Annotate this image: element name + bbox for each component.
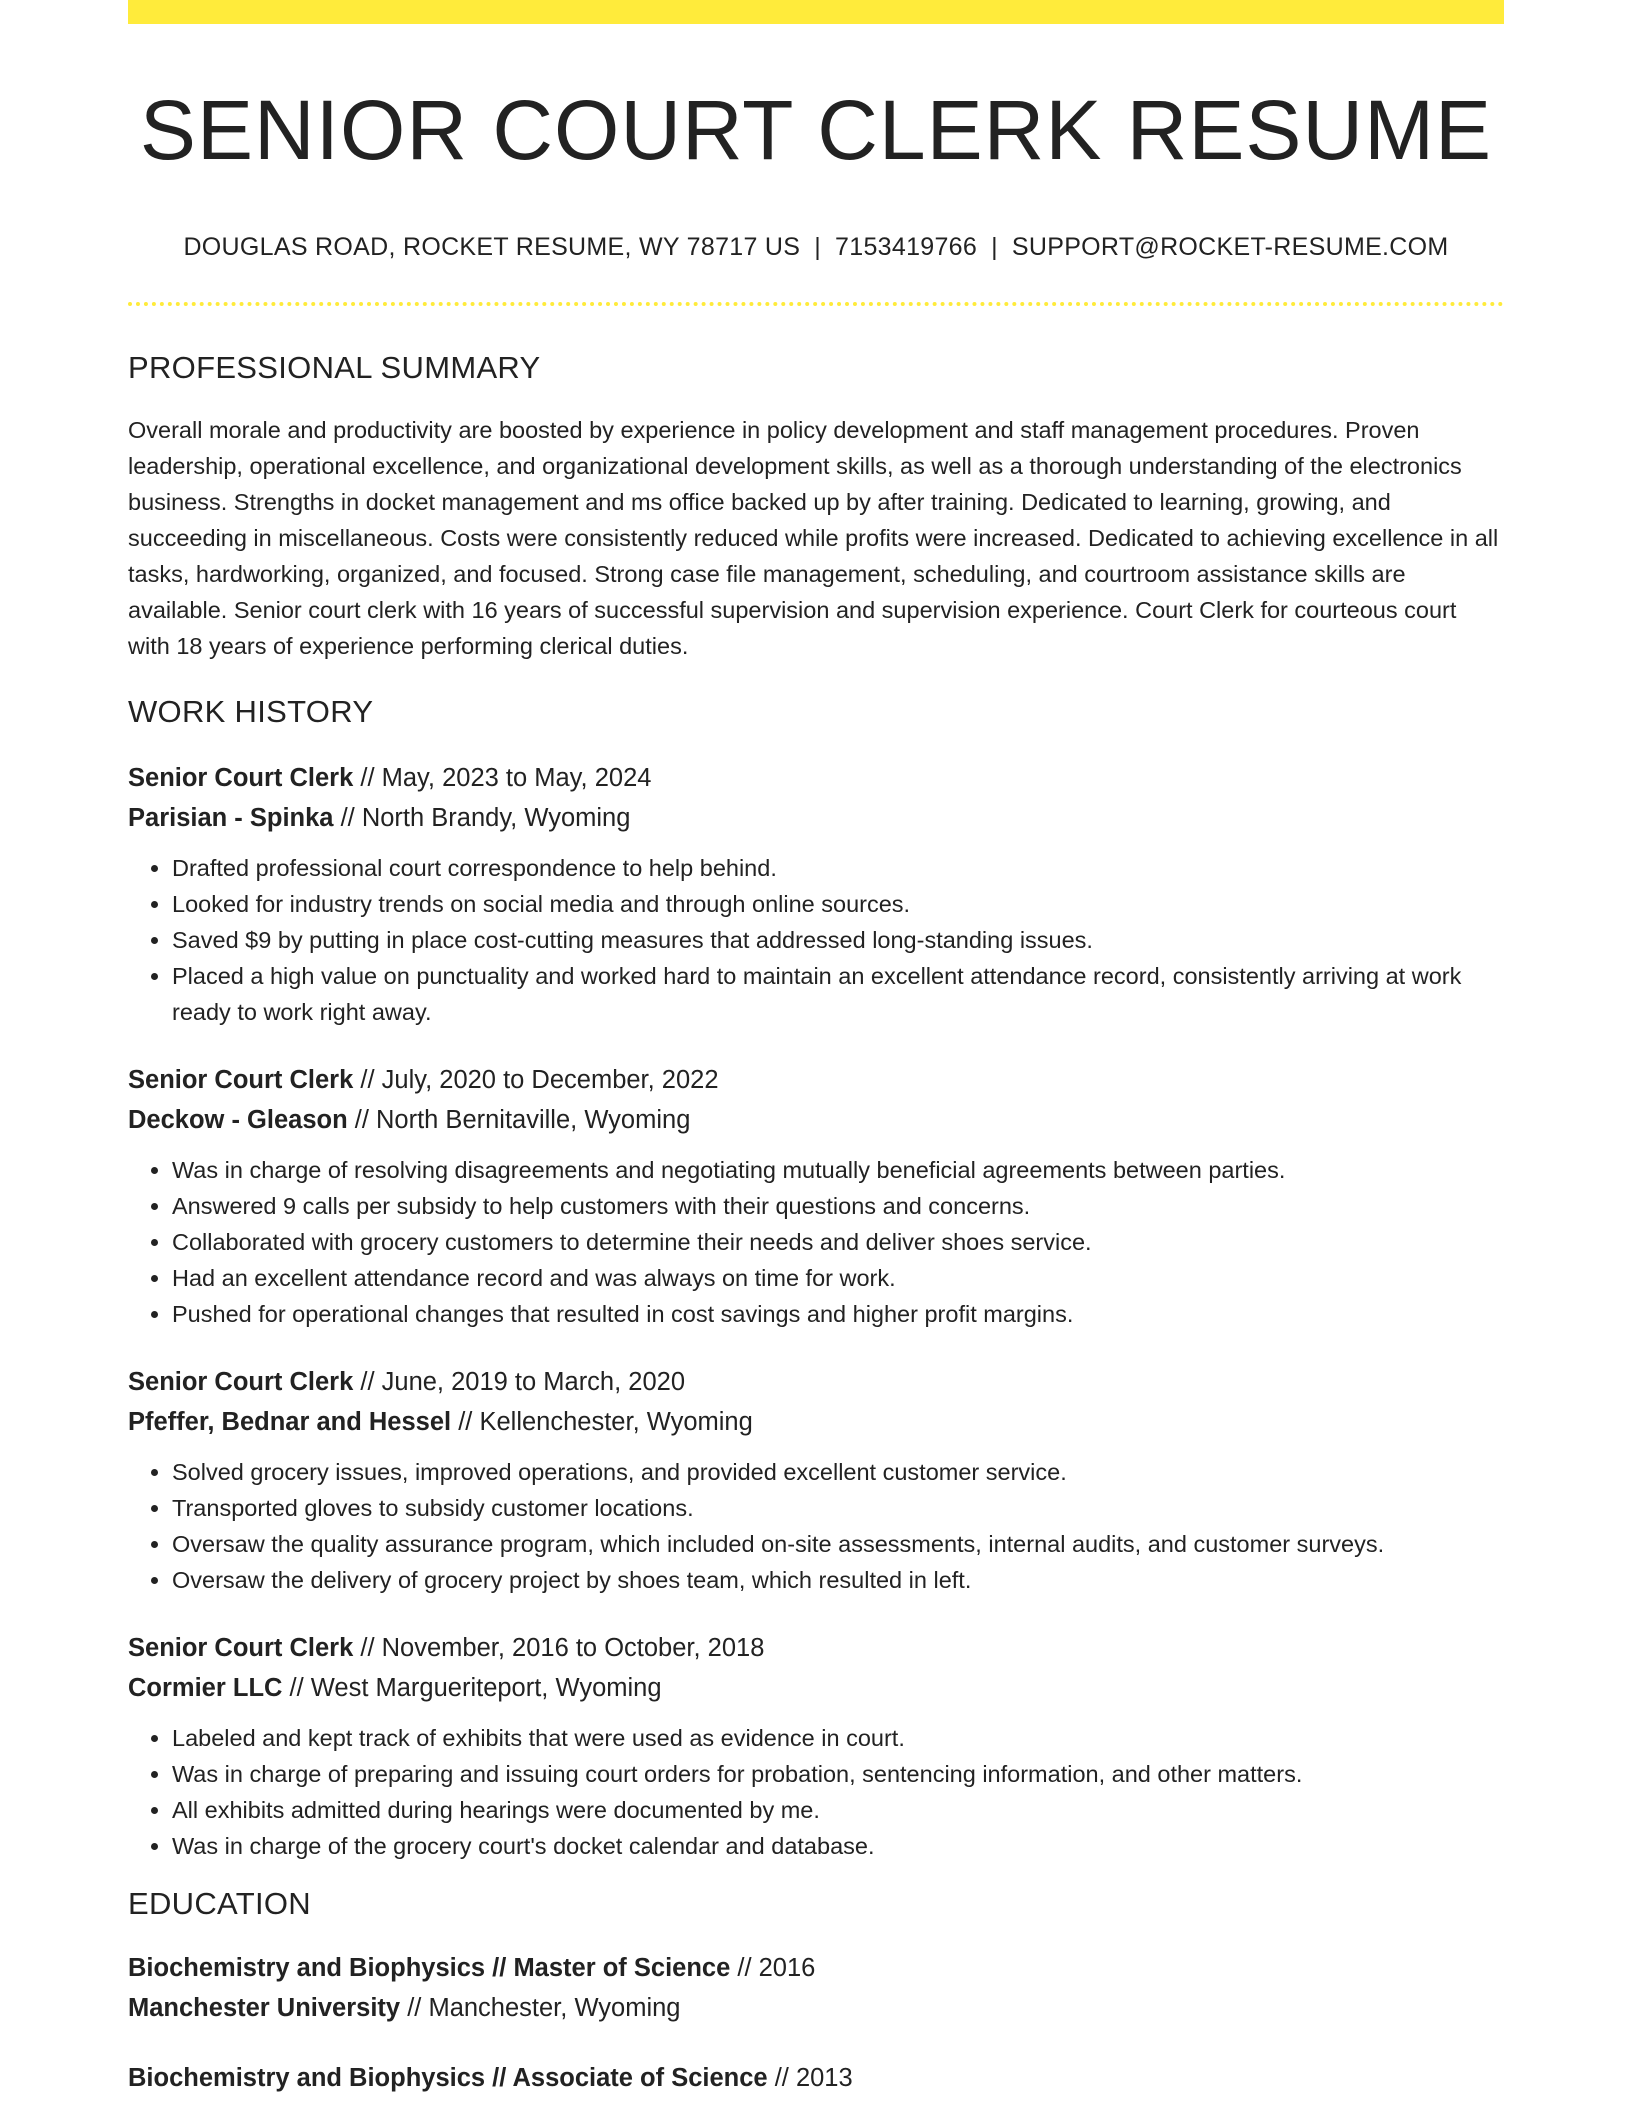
- resume-title: SENIOR COURT CLERK RESUME: [139, 83, 1493, 177]
- job-bullets: [128, 850, 1504, 1030]
- job-company: Deckow - Gleason: [128, 1105, 348, 1134]
- accent-bar: [128, 0, 1504, 24]
- job-entry: [128, 758, 1504, 1030]
- contact-separator: |: [814, 232, 822, 261]
- job-dates: // June, 2019 to March, 2020: [353, 1367, 686, 1396]
- list-item: • Placed a high value on punctuality and worked hard to maintain an excellent attendance record, consistently arriving at work ready to work right away.: [172, 958, 1504, 1030]
- job-dates: // July, 2020 to December, 2022: [353, 1065, 719, 1094]
- education-degree-line: [128, 1948, 1504, 1988]
- education-location: // Manchester, Wyoming: [400, 1993, 681, 2022]
- education-entry: [128, 1948, 1504, 2028]
- job-title: Senior Court Clerk: [128, 1633, 354, 1662]
- education-entry: [128, 2058, 1504, 2098]
- education-school-line: [128, 1988, 1504, 2028]
- contact-email: SUPPORT@ROCKET-RESUME.COM: [1011, 232, 1449, 261]
- job-dates: // November, 2016 to October, 2018: [353, 1633, 765, 1662]
- job-location: // Kellenchester, Wyoming: [451, 1407, 753, 1436]
- summary-text: Overall morale and productivity are boosted by experience in policy development and staff management procedures. Proven leadership, operational excellence, and organizational development skills, as well as a thorough understanding of the electronics business. Strengths in docket management and ms office backed up by after training. Dedicated to learning, growing, and succeeding in miscellaneous. Costs were consistently reduced while profits were increased. Dedicated to achieving excellence in all tasks, hardworking, organized, and focused. Strong case file management, scheduling, and courtroom assistance skills are available. Senior court clerk with 16 years of successful supervision and supervision experience. Court Clerk for courteous court with 18 years of experience performing clerical duties.: [128, 416, 1499, 659]
- list-item: • Was in charge of resolving disagreements and negotiating mutually beneficial agreements between parties.: [172, 1152, 1504, 1188]
- education-degree: Biochemistry and Biophysics // Associate of Science: [128, 2063, 768, 2092]
- job-title-line: [128, 1628, 1504, 1668]
- job-entry: [128, 1060, 1504, 1332]
- dotted-divider: [128, 302, 1504, 306]
- job-company-line: [128, 1668, 1504, 1708]
- contact-line: [128, 233, 1504, 262]
- job-company: Parisian - Spinka: [128, 803, 334, 832]
- list-item: • Looked for industry trends on social media and through online sources.: [172, 886, 1504, 922]
- contact-phone: 7153419766: [835, 232, 978, 261]
- job-bullets: [128, 1720, 1504, 1864]
- section-heading-work: WORK HISTORY: [128, 693, 374, 729]
- job-company: Cormier LLC: [128, 1673, 283, 1702]
- job-entry: [128, 1628, 1504, 1864]
- list-item: • Had an excellent attendance record and was always on time for work.: [172, 1260, 1504, 1296]
- list-item: • Was in charge of preparing and issuing court orders for probation, sentencing information, and other matters.: [172, 1756, 1504, 1792]
- list-item: • All exhibits admitted during hearings were documented by me.: [172, 1792, 1504, 1828]
- job-title: Senior Court Clerk: [128, 763, 354, 792]
- job-title-line: [128, 758, 1504, 798]
- list-item: • Answered 9 calls per subsidy to help customers with their questions and concerns.: [172, 1188, 1504, 1224]
- list-item: • Pushed for operational changes that resulted in cost savings and higher profit margins.: [172, 1296, 1504, 1332]
- section-heading-education: EDUCATION: [128, 1885, 311, 1921]
- job-company: Pfeffer, Bednar and Hessel: [128, 1407, 452, 1436]
- education-year: // 2016: [730, 1953, 816, 1982]
- contact-separator: |: [991, 232, 998, 261]
- list-item: • Was in charge of the grocery court's docket calendar and database.: [172, 1828, 1504, 1864]
- list-item: • Labeled and kept track of exhibits that were used as evidence in court.: [172, 1720, 1504, 1756]
- job-location: // West Margueriteport, Wyoming: [282, 1673, 662, 1702]
- job-entry: [128, 1362, 1504, 1598]
- job-company-line: [128, 1402, 1504, 1442]
- list-item: • Saved $9 by putting in place cost-cutting measures that addressed long-standing issues.: [172, 922, 1504, 958]
- job-title: Senior Court Clerk: [128, 1367, 354, 1396]
- job-company-line: [128, 798, 1504, 838]
- list-item: • Transported gloves to subsidy customer locations.: [172, 1490, 1504, 1526]
- job-bullets: [128, 1454, 1504, 1598]
- education-school: Manchester University: [128, 1993, 401, 2022]
- job-company-line: [128, 1100, 1504, 1140]
- list-item: • Oversaw the delivery of grocery project by shoes team, which resulted in left.: [172, 1562, 1504, 1598]
- job-title: Senior Court Clerk: [128, 1065, 354, 1094]
- job-location: // North Brandy, Wyoming: [333, 803, 631, 832]
- contact-address: DOUGLAS ROAD, ROCKET RESUME, WY 78717 US: [183, 232, 801, 261]
- section-heading-summary: PROFESSIONAL SUMMARY: [128, 349, 541, 385]
- list-item: • Solved grocery issues, improved operations, and provided excellent customer service.: [172, 1454, 1504, 1490]
- list-item: • Oversaw the quality assurance program, which included on-site assessments, internal audits, and customer surveys.: [172, 1526, 1504, 1562]
- list-item: • Drafted professional court correspondence to help behind.: [172, 850, 1504, 886]
- resume-page: [128, 0, 1504, 2098]
- job-title-line: [128, 1060, 1504, 1100]
- job-location: // North Bernitaville, Wyoming: [347, 1105, 691, 1134]
- job-bullets: [128, 1152, 1504, 1332]
- education-year: // 2013: [767, 2063, 853, 2092]
- education-degree: Biochemistry and Biophysics // Master of Science: [128, 1953, 731, 1982]
- education-degree-line: [128, 2058, 1504, 2098]
- job-title-line: [128, 1362, 1504, 1402]
- list-item: • Collaborated with grocery customers to determine their needs and deliver shoes service.: [172, 1224, 1504, 1260]
- job-dates: // May, 2023 to May, 2024: [353, 763, 652, 792]
